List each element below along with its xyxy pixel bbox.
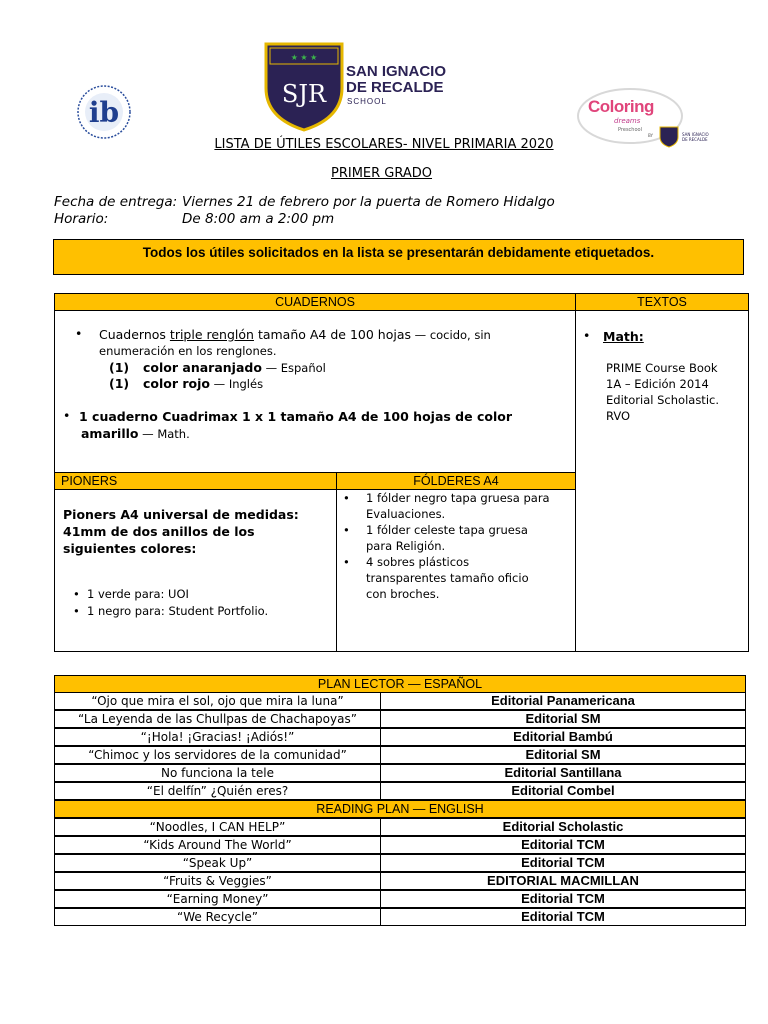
textos-header: TEXTOS: [575, 293, 749, 311]
folder-item-2-b: transparentes tamaño oficio: [366, 571, 529, 585]
time-value: De 8:00 am a 2:00 pm: [182, 211, 335, 227]
pioner-item-1: 1 negro para: Student Portfolio.: [87, 604, 269, 618]
book-title: “We Recycle”: [54, 908, 381, 926]
pioners-desc-0: Pioners A4 universal de medidas:: [63, 507, 299, 522]
pioners-desc-1: 41mm de dos anillos de los: [63, 524, 255, 539]
book-title: “Kids Around The World”: [54, 836, 381, 854]
book-publisher: Editorial Combel: [380, 782, 746, 800]
book-title: “Ojo que mira el sol, ojo que mira la luna”: [54, 692, 381, 710]
book-title: “El delfín” ¿Quién eres?: [54, 782, 381, 800]
pioners-cell: [54, 489, 337, 652]
textos-line-0: PRIME Course Book: [606, 361, 718, 375]
book-publisher: Editorial TCM: [380, 836, 746, 854]
book-publisher: Editorial Bambú: [380, 728, 746, 746]
table-row: [54, 818, 746, 836]
table-row: [54, 872, 746, 890]
folder-item-2-c: con broches.: [366, 587, 440, 601]
textos-subject: Math:: [603, 329, 644, 344]
cuadernos-header: CUADERNOS: [54, 293, 576, 311]
folder-item-2-a: 4 sobres plásticos: [366, 555, 470, 569]
book-title: “¡Hola! ¡Gracias! ¡Adiós!”: [54, 728, 381, 746]
book-publisher: Editorial Scholastic: [380, 818, 746, 836]
cuadernos-item-2-line2: amarillo — Math.: [81, 426, 190, 441]
folder-item-1-b: para Religión.: [366, 539, 446, 553]
table-row: [54, 728, 746, 746]
school-name-line1: SAN IGNACIO: [346, 63, 447, 80]
shield-monogram: SJR: [281, 80, 327, 108]
book-title: “Noodles, I CAN HELP”: [54, 818, 381, 836]
mini-school-name: SAN IGNACIO DE RECALDE: [682, 132, 709, 142]
book-publisher: Editorial TCM: [380, 890, 746, 908]
coloring-brand: Coloring: [588, 97, 654, 116]
book-publisher: EDITORIAL MACMILLAN: [380, 872, 746, 890]
book-publisher: Editorial Panamericana: [380, 692, 746, 710]
sub1-num: (1): [109, 360, 130, 375]
pioners-desc-2: siguientes colores:: [63, 541, 197, 556]
coloring-sub: dreams: [614, 117, 641, 125]
table-row: [54, 908, 746, 926]
table-row: [54, 710, 746, 728]
date-value: Viernes 21 de febrero por la puerta de Romero Hidalgo: [182, 194, 555, 210]
cuadernos-cell: [54, 310, 576, 473]
folder-item-0-b: Evaluaciones.: [366, 507, 446, 521]
folderes-header: FÓLDERES A4: [336, 472, 576, 490]
textos-line-1: 1A – Edición 2014: [606, 377, 709, 391]
textos-line-3: RVO: [606, 409, 631, 423]
cuaderno-anaranjado: color anaranjado — Español: [143, 360, 326, 375]
table-row: [54, 836, 746, 854]
book-title: “Chimoc y los servidores de la comunidad”: [54, 746, 381, 764]
school-name-line2: DE RECALDE: [346, 79, 444, 96]
school-name: [346, 64, 446, 96]
bullet-icon: •: [343, 555, 350, 569]
svg-text:★ ★ ★: ★ ★ ★: [290, 53, 318, 62]
page-title: LISTA DE ÚTILES ESCOLARES- NIVEL PRIMARIA 2020: [214, 137, 554, 152]
table-row: [54, 782, 746, 800]
cuadernos-item-1: Cuadernos triple renglón tamaño A4 de 100 hojas — cocido, sin: [99, 327, 491, 342]
labeling-notice: Todos los útiles solicitados en la lista se presentarán debidamente etiquetados.: [53, 239, 744, 275]
table-row: [54, 764, 746, 782]
bullet-icon: •: [343, 523, 350, 537]
mini-by: BY: [648, 133, 653, 138]
folder-item-1-a: 1 fólder celeste tapa gruesa: [366, 523, 528, 537]
book-title: “Fruits & Veggies”: [54, 872, 381, 890]
book-publisher: Editorial Santillana: [380, 764, 746, 782]
textos-cell: [575, 310, 749, 652]
book-publisher: Editorial SM: [380, 746, 746, 764]
cuadernos-item-1-line2: enumeración en los renglones.: [99, 344, 277, 358]
folderes-cell: [336, 489, 576, 652]
table-row: [54, 890, 746, 908]
cuadernos-item-2: 1 cuaderno Cuadrimax 1 x 1 tamaño A4 de 100 hojas de color: [79, 409, 512, 424]
bullet-icon: •: [75, 326, 83, 341]
table-row: [54, 746, 746, 764]
date-label: Fecha de entrega:: [54, 194, 178, 210]
book-title: “Earning Money”: [54, 890, 381, 908]
sub2-num: (1): [109, 376, 130, 391]
bullet-icon: •: [343, 491, 350, 505]
folder-item-0-a: 1 fólder negro tapa gruesa para: [366, 491, 550, 505]
table-row: [54, 692, 746, 710]
book-title: No funciona la tele: [54, 764, 381, 782]
table-row: [54, 854, 746, 872]
grade-title: PRIMER GRADO: [331, 166, 433, 181]
bullet-icon: •: [73, 587, 80, 601]
ib-logo: [72, 80, 136, 144]
book-title: “Speak Up”: [54, 854, 381, 872]
pioners-header: PIONERS: [54, 472, 337, 490]
school-shield-logo: [264, 42, 344, 132]
time-label: Horario:: [54, 211, 109, 227]
school-sub: SCHOOL: [347, 97, 387, 106]
pioner-item-0: 1 verde para: UOI: [87, 587, 189, 601]
cuaderno-rojo: color rojo — Inglés: [143, 376, 264, 391]
ib-letter: ib: [88, 96, 120, 129]
book-publisher: Editorial TCM: [380, 854, 746, 872]
book-publisher: Editorial TCM: [380, 908, 746, 926]
plan-es-header: PLAN LECTOR — ESPAÑOL: [54, 675, 746, 693]
bullet-icon: •: [63, 408, 71, 423]
book-title: “La Leyenda de las Chullpas de Chachapoyas”: [54, 710, 381, 728]
textos-line-2: Editorial Scholastic.: [606, 393, 719, 407]
coloring-sub2: Preschool: [618, 127, 642, 133]
plan-en-header: READING PLAN — ENGLISH: [54, 800, 746, 818]
bullet-icon: •: [73, 604, 80, 618]
book-publisher: Editorial SM: [380, 710, 746, 728]
bullet-icon: •: [583, 328, 591, 343]
